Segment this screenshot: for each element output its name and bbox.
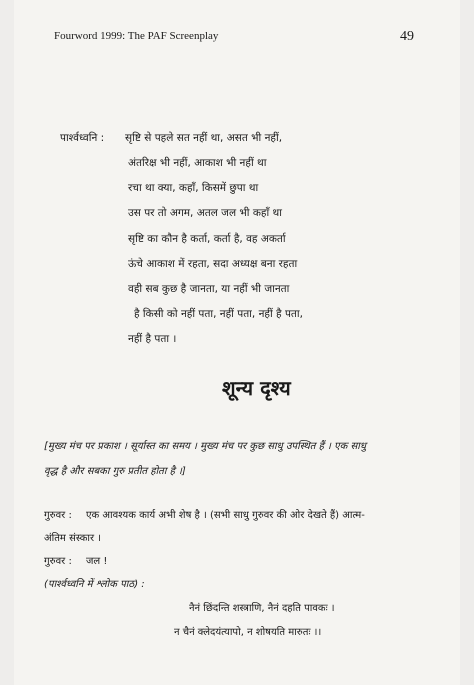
document-page — [14, 0, 460, 685]
stage-direction-line: [मुख्य मंच पर प्रकाश । सूर्यास्त का समय । मुख्य मंच पर कुछ साधु उपस्थित हैं । एक साधु — [44, 441, 366, 452]
page-number: 49 — [400, 29, 414, 44]
poem-line: वही सब कुछ है जानता, या नहीं भी जानता — [128, 283, 290, 295]
dialogue-line: एक आवश्यक कार्य अभी शेष है । (सभी साधु गुरुवर की ओर देखते हैं) आत्म- — [86, 510, 365, 521]
poem-line: है किसी को नहीं पता, नहीं पता, नहीं है पता, — [134, 308, 303, 320]
poem-line: उस पर तो अगम, अतल जल भी कहाँ था — [128, 207, 282, 219]
dialogue-line: अंतिम संस्कार । — [44, 533, 102, 544]
speaker-name: गुरुवर : — [44, 556, 72, 567]
scene-heading: शून्य दृश्य — [222, 376, 291, 400]
poem-line: रचा था क्या, कहाँ, किसमें छुपा था — [128, 182, 259, 194]
poem-line: नहीं है पता । — [128, 333, 177, 345]
poem-line: अंतरिक्ष भी नहीं, आकाश भी नहीं था — [128, 157, 267, 169]
voiceover-label: पार्श्वध्वनि : — [60, 132, 105, 144]
speaker-name: गुरुवर : — [44, 510, 72, 521]
dialogue-line: जल ! — [86, 556, 108, 567]
poem-line: सृष्टि का कौन है कर्ता, कर्ता है, वह अकर्ता — [128, 233, 286, 245]
poem-line: सृष्टि से पहले सत नहीं था, असत भी नहीं, — [125, 132, 283, 144]
poem-line: ऊंचे आकाश में रहता, सदा अध्यक्ष बना रहता — [128, 258, 298, 270]
shloka-line: न चैनं क्लेदयंत्यापो, न शोषयति मारुतः ।। — [174, 627, 322, 638]
running-header: Fourword 1999: The PAF Screenplay — [54, 30, 219, 42]
stage-direction-line: वृद्ध है और सबका गुरु प्रतीत होता है ।] — [44, 466, 186, 477]
stage-direction-line: (पार्श्वध्वनि में श्लोक पाठ) : — [44, 579, 145, 590]
shloka-line: नैनं छिंदन्ति शस्त्राणि, नैनं दहति पावकः । — [189, 603, 335, 614]
